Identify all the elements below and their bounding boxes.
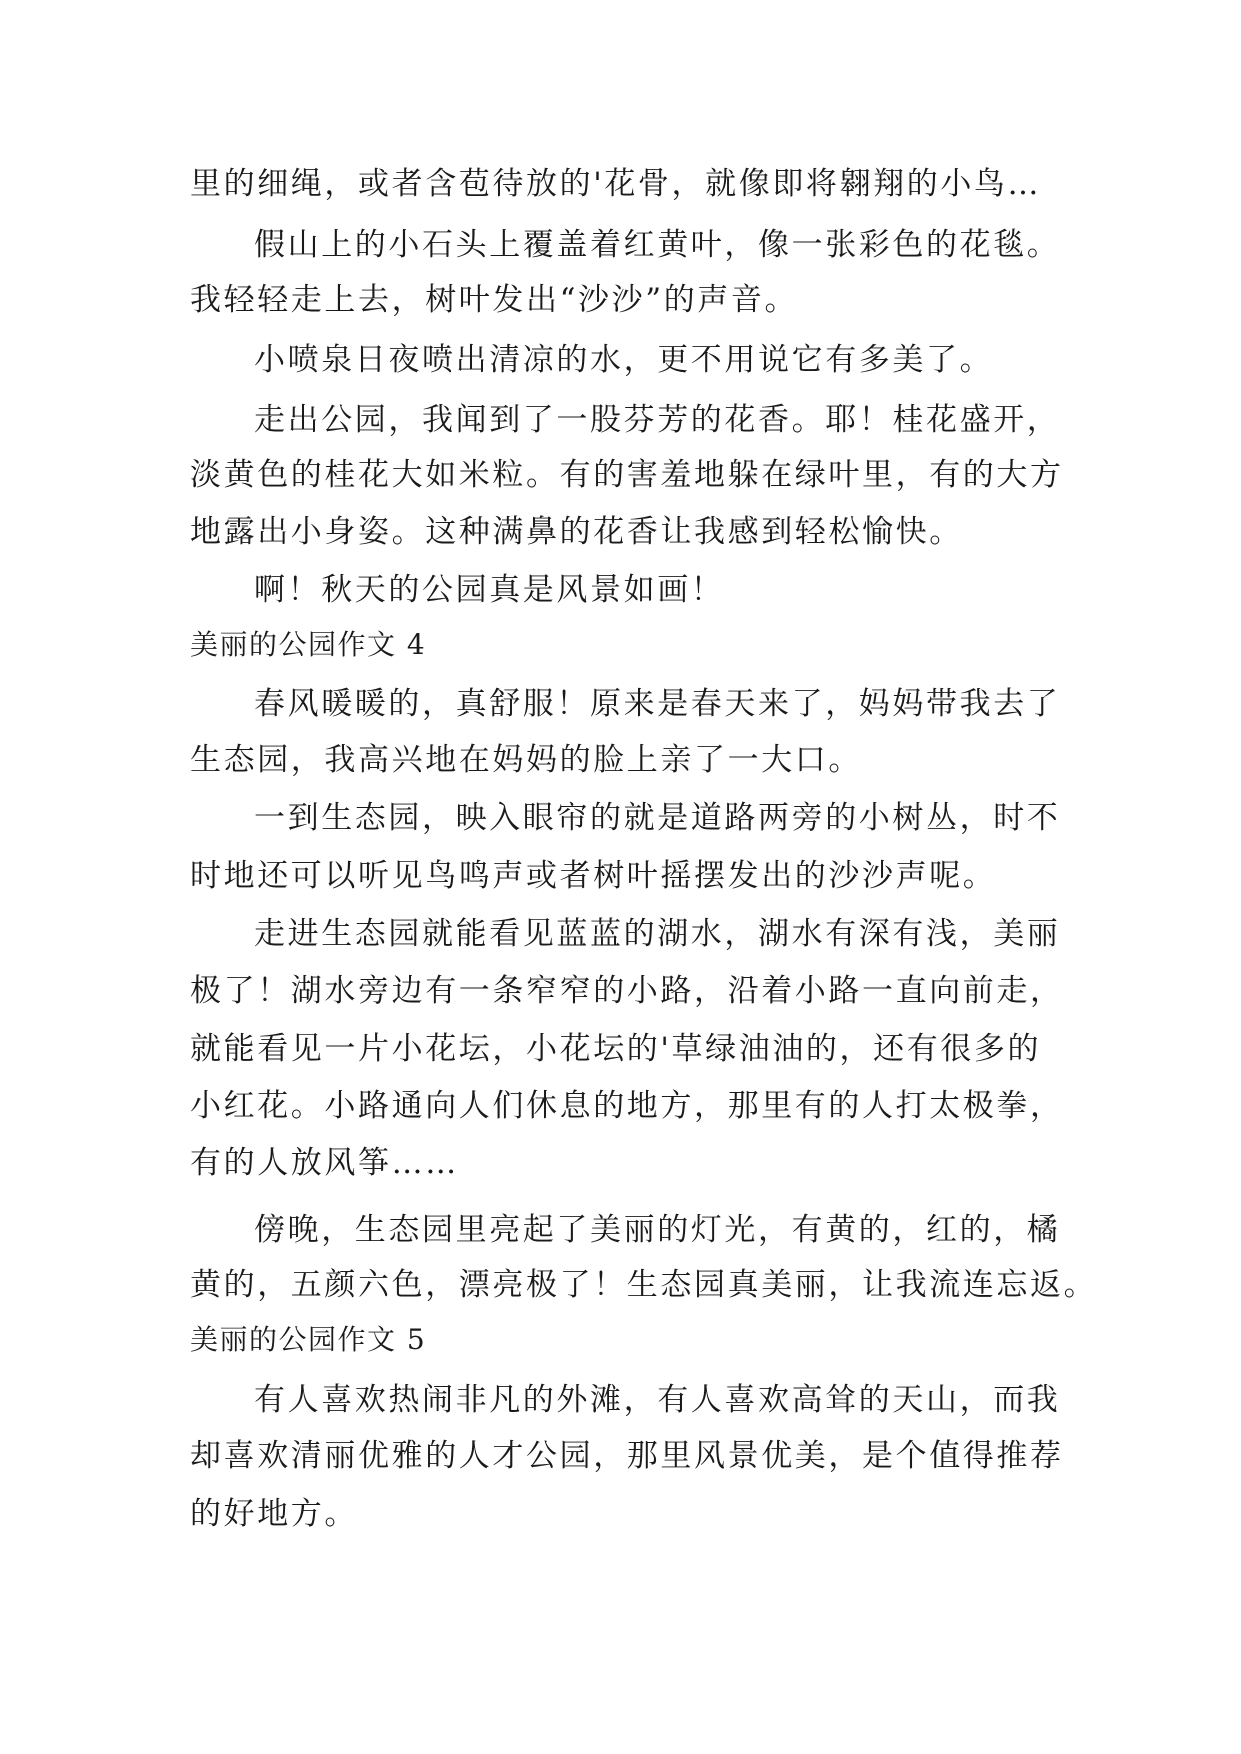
text-line: 就能看见一片小花坛，小花坛的'草绿油油的，还有很多的 bbox=[190, 1031, 1042, 1067]
text-line: 却喜欢清丽优雅的人才公园，那里风景优美，是个值得推荐 bbox=[190, 1438, 1064, 1474]
text-line: 我轻轻走上去，树叶发出“沙沙”的声音。 bbox=[190, 282, 799, 318]
text-line: 生态园，我高兴地在妈妈的脸上亲了一大口。 bbox=[190, 742, 862, 778]
paragraph-start: 走进生态园就能看见蓝蓝的湖水，湖水有深有浅，美丽 bbox=[254, 916, 1061, 952]
paragraph-start: 走出公园，我闻到了一股芬芳的花香。耶！桂花盛开， bbox=[254, 402, 1061, 438]
text-line: 的好地方。 bbox=[190, 1496, 358, 1532]
text-line: 小红花。小路通向人们休息的地方，那里有的人打太极拳， bbox=[190, 1088, 1064, 1124]
text-line: 里的细绳，或者含苞待放的'花骨，就像即将翱翔的小鸟… bbox=[190, 166, 1042, 202]
paragraph-start: 傍晚，生态园里亮起了美丽的灯光，有黄的，红的，橘 bbox=[254, 1212, 1061, 1248]
text-line: 极了！湖水旁边有一条窄窄的小路，沿着小路一直向前走， bbox=[190, 973, 1064, 1009]
paragraph-start: 有人喜欢热闹非凡的外滩，有人喜欢高耸的天山，而我 bbox=[254, 1382, 1061, 1418]
section-heading: 美丽的公园作文 4 bbox=[190, 628, 427, 661]
text-line: 淡黄色的桂花大如米粒。有的害羞地躲在绿叶里，有的大方 bbox=[190, 457, 1064, 493]
text-line: 黄的，五颜六色，漂亮极了！生态园真美丽，让我流连忘返。 bbox=[190, 1267, 1098, 1303]
text-line: 地露出小身姿。这种满鼻的花香让我感到轻松愉快。 bbox=[190, 514, 963, 550]
paragraph-start: 啊！秋天的公园真是风景如画！ bbox=[254, 572, 725, 608]
section-heading: 美丽的公园作文 5 bbox=[190, 1323, 427, 1356]
paragraph-start: 小喷泉日夜喷出清凉的水，更不用说它有多美了。 bbox=[254, 342, 994, 378]
paragraph-start: 一到生态园，映入眼帘的就是道路两旁的小树丛，时不 bbox=[254, 800, 1061, 836]
text-line: 时地还可以听见鸟鸣声或者树叶摇摆发出的沙沙声呢。 bbox=[190, 858, 997, 894]
text-line: 有的人放风筝…… bbox=[190, 1145, 459, 1181]
paragraph-start: 假山上的小石头上覆盖着红黄叶，像一张彩色的花毯。 bbox=[254, 227, 1061, 263]
paragraph-start: 春风暖暖的，真舒服！原来是春天来了，妈妈带我去了 bbox=[254, 686, 1061, 722]
